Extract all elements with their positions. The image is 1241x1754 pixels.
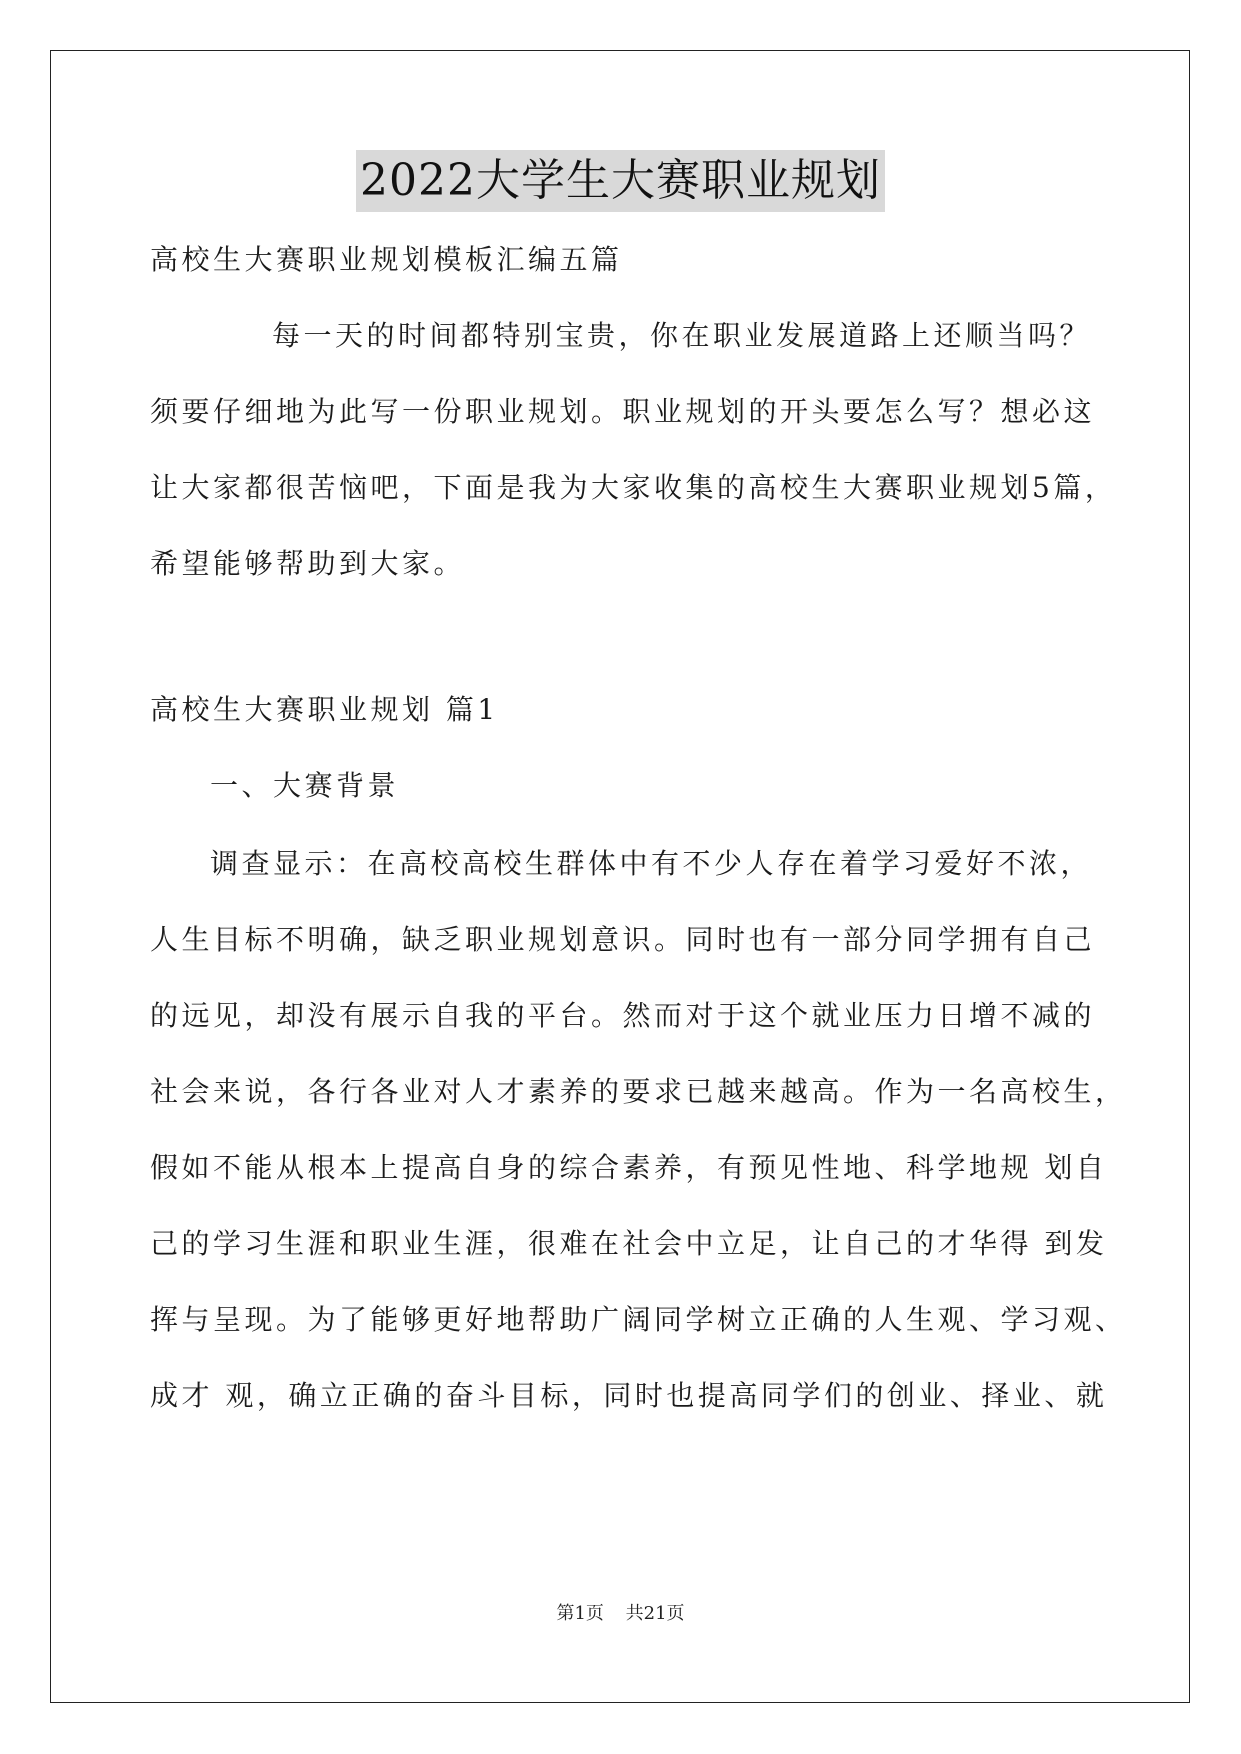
body-line: 己的学习生涯和职业生涯，很难在社会中立足，让自己的才华得 到发 (150, 1227, 1108, 1260)
page-footer (0, 1602, 1241, 1626)
section-heading: 高校生大赛职业规划 篇1 (150, 693, 499, 726)
intro-line: 希望能够帮助到大家。 (150, 547, 466, 580)
body-line: 挥与呈现。为了能够更好地帮助广阔同学树立正确的人生观、学习观、 (150, 1303, 1127, 1336)
intro-line: 每一天的时间都特别宝贵，你在职业发展道路上还顺当吗？ (272, 319, 1092, 352)
body-line: 社会来说，各行各业对人才素养的要求已越来越高。作为一名高校生， (150, 1075, 1127, 1108)
intro-line: 须要仔细地为此写一份职业规划。职业规划的开头要怎么写？想必这 (150, 395, 1096, 428)
subsection-heading: 一、大赛背景 (210, 769, 400, 802)
body-line: 成才 观，确立正确的奋斗目标，同时也提高同学们的创业、择业、就 (150, 1379, 1108, 1412)
body-line: 假如不能从根本上提高自身的综合素养，有预见性地、科学地规 划自 (150, 1151, 1108, 1184)
title-container (0, 150, 1241, 212)
intro-line: 让大家都很苦恼吧，下面是我为大家收集的高校生大赛职业规划5篇， (150, 471, 1117, 504)
body-line: 的远见，却没有展示自我的平台。然而对于这个就业压力日增不减的 (150, 999, 1096, 1032)
document-subtitle: 高校生大赛职业规划模板汇编五篇 (150, 243, 623, 276)
page-total: 共21页 (625, 1603, 685, 1624)
body-line: 人生目标不明确，缺乏职业规划意识。同时也有一部分同学拥有自己 (150, 923, 1096, 956)
page-number: 第1页 (556, 1603, 604, 1624)
body-line: 调查显示：在高校高校生群体中有不少人存在着学习爱好不浓， (210, 847, 1093, 880)
document-title: 2022大学生大赛职业规划 (356, 150, 885, 212)
